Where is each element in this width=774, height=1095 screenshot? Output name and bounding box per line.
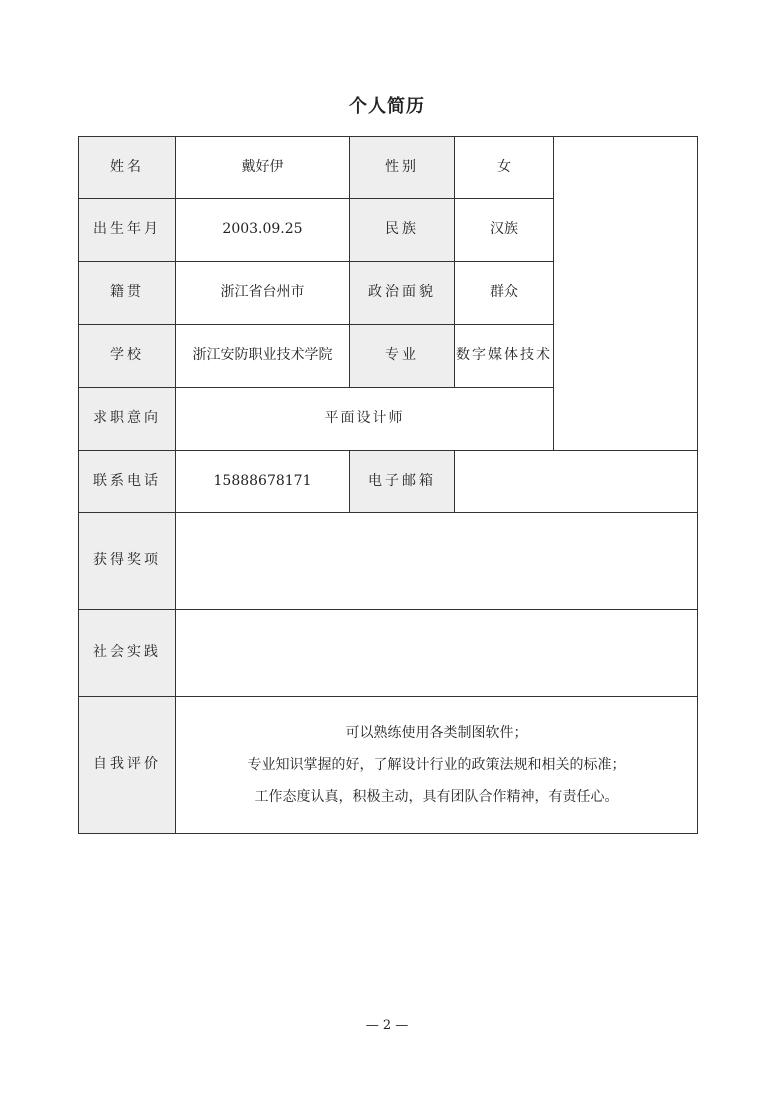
table-row-name	[79, 137, 698, 199]
school-value: 浙江安防职业技术学院	[176, 325, 350, 388]
practice-value	[176, 610, 698, 697]
table-row-evaluation	[79, 697, 698, 834]
birth-label: 出生年月	[79, 199, 176, 262]
email-label: 电子邮箱	[350, 451, 455, 513]
birth-value: 2003.09.25	[176, 199, 350, 262]
gender-value: 女	[455, 137, 554, 199]
eval-value	[176, 697, 698, 834]
table-row-awards	[79, 513, 698, 610]
table-row-practice	[79, 610, 698, 697]
page-title: 个人简历	[349, 96, 425, 117]
origin-value: 浙江省台州市	[176, 262, 350, 325]
ethnicity-value: 汉族	[455, 199, 554, 262]
phone-value: 15888678171	[176, 451, 350, 513]
school-label: 学校	[79, 325, 176, 388]
practice-label: 社会实践	[79, 610, 176, 697]
ethnicity-label: 民族	[350, 199, 455, 262]
political-label: 政治面貌	[350, 262, 455, 325]
photo-area	[554, 137, 698, 451]
awards-value	[176, 513, 698, 610]
intent-label: 求职意向	[79, 388, 176, 451]
major-value: 数字媒体技术	[455, 325, 554, 388]
page-number: — 2 —	[365, 1018, 409, 1033]
major-label: 专业	[350, 325, 455, 388]
gender-label: 性别	[350, 137, 455, 199]
eval-line: 工作态度认真，积极主动，具有团队合作精神，有责任心。	[254, 789, 619, 805]
eval-line: 可以熟练使用各类制图软件；	[345, 725, 528, 741]
eval-label: 自我评价	[79, 697, 176, 834]
origin-label: 籍贯	[79, 262, 176, 325]
political-value: 群众	[455, 262, 554, 325]
table-row-contact	[79, 451, 698, 513]
email-value	[455, 451, 698, 513]
eval-line: 专业知识掌握的好，了解设计行业的政策法规和相关的标准；	[247, 757, 626, 773]
intent-value: 平面设计师	[176, 388, 554, 451]
name-label: 姓名	[79, 137, 176, 199]
name-value: 戴好伊	[176, 137, 350, 199]
resume-table	[78, 136, 698, 834]
awards-label: 获得奖项	[79, 513, 176, 610]
phone-label: 联系电话	[79, 451, 176, 513]
